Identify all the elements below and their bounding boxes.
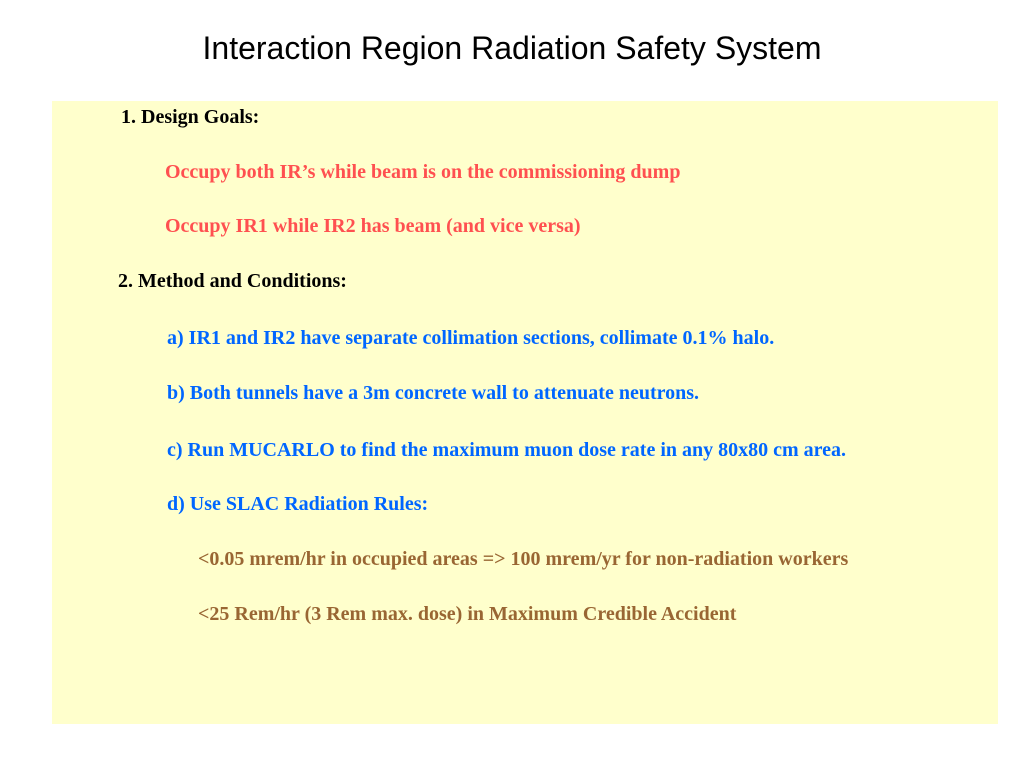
radiation-rule-item: <25 Rem/hr (3 Rem max. dose) in Maximum Credible Accident bbox=[198, 603, 737, 625]
condition-item: b) Both tunnels have a 3m concrete wall to attenuate neutrons. bbox=[167, 382, 700, 404]
condition-item: a) IR1 and IR2 have separate collimation sections, collimate 0.1% halo. bbox=[167, 327, 775, 349]
condition-item: c) Run MUCARLO to find the maximum muon dose rate in any 80x80 cm area. bbox=[167, 439, 847, 461]
design-goal-item: Occupy IR1 while IR2 has beam (and vice versa) bbox=[165, 215, 581, 237]
radiation-rule-item: <0.05 mrem/hr in occupied areas => 100 mrem/yr for non-radiation workers bbox=[198, 548, 849, 570]
section-heading-design-goals: 1. Design Goals: bbox=[121, 106, 260, 128]
content-panel bbox=[52, 101, 998, 724]
section-heading-method-conditions: 2. Method and Conditions: bbox=[118, 270, 347, 292]
design-goal-item: Occupy both IR’s while beam is on the commissioning dump bbox=[165, 161, 681, 183]
slide-title: Interaction Region Radiation Safety System bbox=[202, 30, 822, 66]
condition-item: d) Use SLAC Radiation Rules: bbox=[167, 493, 429, 515]
